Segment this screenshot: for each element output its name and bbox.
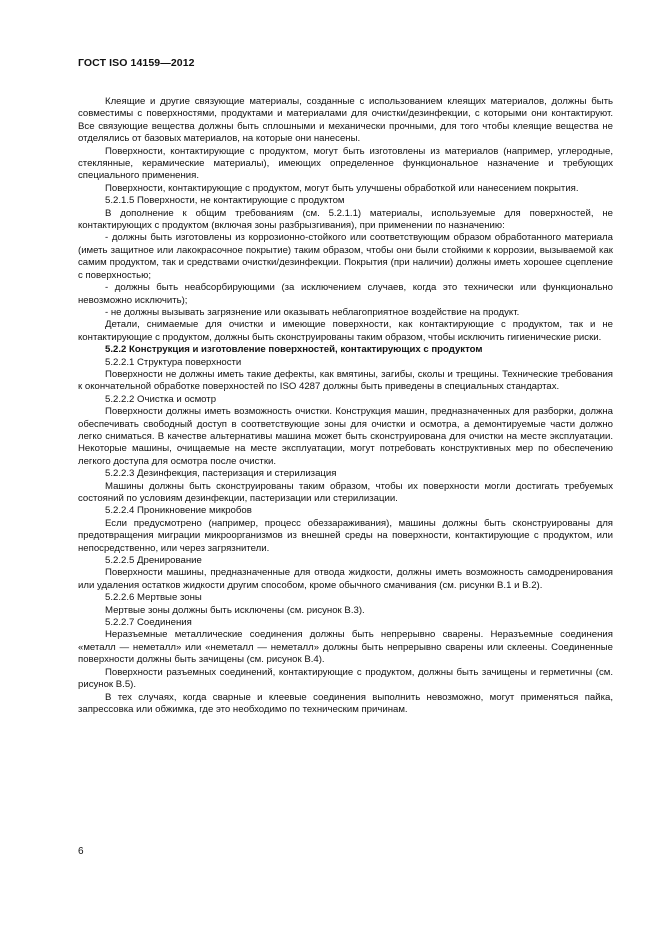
section-heading: 5.2.2.2 Очистка и осмотр [105,393,217,405]
paragraph: В дополнение к общим требованиям (см. 5.2.1.1) материалы, используемые для поверхностей, не контактирующих с продуктом (включая зоны разбрызгивания), при применении по назначению: [78,207,613,232]
section-heading: 5.2.2.4 Проникновение микробов [105,505,252,517]
paragraph: Клеящие и другие связующие материалы, созданные с использованием клеящих материалов, должны быть совместимы с поверхностями, продуктами и материалами для очистки/дезинфекции, с которыми они контактируют. Все связующие вещества должны быть сплошными и механически прочными, для того чтобы клеящие вещества не отделялись от базовых материалов, на которые они нанесены. [78,96,613,145]
paragraph: Поверхности должны иметь возможность очистки. Конструкция машин, предназначенных для разборки, должна обеспечивать свободный доступ в соответствующие зоны для очистки и осмотра, а демонтируемые части должно легко сниматься. В качестве альтернативы машина может быть сконструирована для очистки на месте эксплуатации. Некоторые машины, очищаемые на месте эксплуатации, могут потребовать конструктивных мер по обеспечению легкого доступа для осмотра после очистки. [78,406,613,467]
list-item: - не должны вызывать загрязнение или оказывать неблагоприятное воздействие на продукт. [105,306,520,318]
document-body [78,96,613,716]
paragraph: Мертвые зоны должны быть исключены (см. рисунок В.3). [105,604,365,616]
section-heading-bold: 5.2.2 Конструкция и изготовление поверхностей, контактирующих с продуктом [105,344,483,356]
list-item: - должны быть изготовлены из коррозионно-стойкого или соответствующим образом обработанного материала (иметь защитное или лакокрасочное покрытие) таким образом, чтобы они были стойкими к коррозии, вызываемой как самим продуктом, так и средствами очистки/дезинфекции. Покрытия (при наличии) должны иметь хорошее сцепление с поверхностью; [78,232,613,281]
paragraph: Машины должны быть сконструированы таким образом, чтобы их поверхности могли достигать требуемых состояний по условиям дезинфекции, пастеризации или стерилизации. [78,480,613,504]
page-number: 6 [78,846,84,857]
paragraph: Поверхности, контактирующие с продуктом, могут быть улучшены обработкой или нанесением покрытия. [105,182,579,194]
section-heading: 5.2.2.6 Мертвые зоны [105,592,202,604]
paragraph: Поверхности, контактирующие с продуктом, могут быть изготовлены из материалов (например, углеродные, стеклянные, керамические материалы), имеющих определенное функциональное назначение и требующих специального применения. [78,145,613,182]
section-heading: 5.2.1.5 Поверхности, не контактирующие с продуктом [105,195,345,207]
section-heading: 5.2.2.3 Дезинфекция, пастеризация и стерилизация [105,468,337,480]
paragraph: Поверхности машины, предназначенные для отвода жидкости, должны иметь возможность самодренирования или удаления остатков жидкости другим способом, кроме обычного смачивания (см. рисунки В.1 и В.2). [78,567,613,591]
paragraph: Неразъемные металлические соединения должны быть непрерывно сварены. Неразъемные соединения «металл — неметалл» или «неметалл — неметалл» должны быть непрерывно сварены или склеены. Соединенные поверхности должны быть зачищены (см. рисунок В.4). [78,629,613,666]
document-header: ГОСТ ISO 14159—2012 [78,57,195,69]
paragraph: В тех случаях, когда сварные и клеевые соединения выполнить невозможно, могут применяться пайка, запрессовка или обжимка, где это необходимо по техническим причинам. [78,691,613,715]
section-heading: 5.2.2.7 Соединения [105,617,192,629]
paragraph: Поверхности разъемных соединений, контактирующие с продуктом, должны быть зачищены и герметичны (см. рисунок В.5). [78,666,613,691]
paragraph: Поверхности не должны иметь такие дефекты, как вмятины, загибы, сколы и трещины. Технические требования к окончательной обработке поверхностей по ISO 4287 должны быть приведены в специальных стандартах. [78,368,613,393]
paragraph: Детали, снимаемые для очистки и имеющие поверхности, как контактирующие с продуктом, так и не контактирующие с продуктом, должны быть сконструированы таким образом, чтобы исключить гигиенические риски. [78,319,613,343]
section-heading: 5.2.2.5 Дренирование [105,555,202,567]
list-item: - должны быть неабсорбирующими (за исключением случаев, когда это технически или функционально невозможно исключить); [78,282,613,306]
section-heading: 5.2.2.1 Структура поверхности [105,356,242,368]
paragraph: Если предусмотрено (например, процесс обеззараживания), машины должны быть сконструированы для предотвращения миграции микроорганизмов из внешней среды на поверхности, контактирующие с продуктом, или непосредственно, или через загрязнители. [78,517,613,554]
